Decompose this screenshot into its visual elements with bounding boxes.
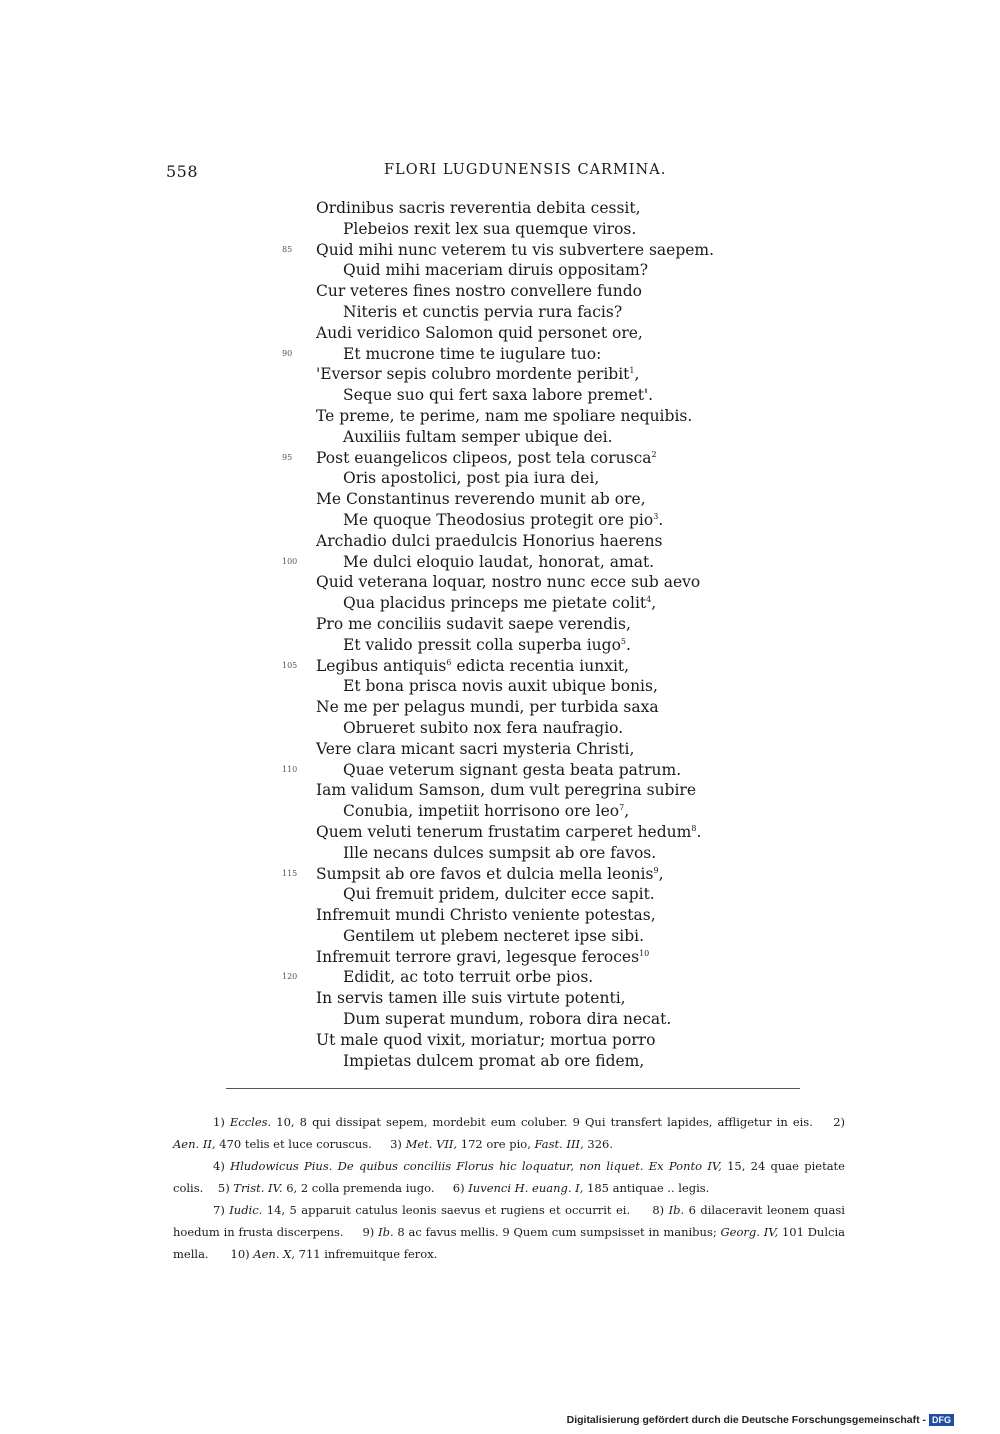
verse-words: 'Eversor sepis colubro mordente peribit (316, 365, 630, 384)
verse-words: Me Constantinus reverendo munit ab ore, (316, 490, 646, 509)
verse-words: Et mucrone time te iugulare tuo: (343, 344, 602, 363)
footnote-text: 185 antiquae .. legis. (583, 1181, 710, 1195)
verse-text (316, 406, 692, 427)
verse-words: Dum superat mundum, robora dira necat. (343, 1010, 672, 1029)
verse-tail: . (626, 635, 631, 654)
footnote-text: 6, 2 colla premenda iugo. 6) (282, 1181, 469, 1195)
verse-line (0, 801, 1000, 822)
verse-text (316, 281, 642, 302)
verse-text (343, 635, 631, 656)
verse-text (316, 489, 646, 510)
verse-words: Ut male quod vixit, moriatur; mortua porro (316, 1030, 656, 1049)
verse-text (343, 302, 622, 323)
citation-reference: Georg. IV, (720, 1225, 779, 1239)
verse-text (343, 385, 653, 406)
verse-text (316, 323, 643, 344)
verse-text (316, 364, 639, 385)
line-number: 105 (282, 660, 298, 670)
verse-words: Iam validum Samson, dum vult peregrina subire (316, 781, 697, 800)
verse-line (0, 822, 1000, 843)
verse-words: Quid mihi nunc veterem tu vis subvertere saepem. (316, 240, 715, 259)
footnote-text: 14, 5 apparuit catulus leonis saevus et rugiens et occurrit ei. 8) (262, 1203, 669, 1217)
verse-line (0, 468, 1000, 489)
verse-text (316, 572, 700, 593)
verse-words: Quid veterana loquar, nostro nunc ecce sub aevo (316, 573, 701, 592)
verse-line (0, 1030, 1000, 1051)
verse-line (0, 718, 1000, 739)
verse-text (316, 780, 696, 801)
verse-text (343, 843, 656, 864)
verse-text (343, 260, 648, 281)
footnote-marker: 2 (651, 449, 657, 459)
footnote-divider (226, 1088, 800, 1089)
verse-text (343, 468, 599, 489)
verse-words: Quae veterum signant gesta beata patrum. (343, 760, 682, 779)
digitization-credit (567, 1414, 954, 1426)
citation-reference: Trist. IV. (233, 1181, 283, 1195)
verse-line (0, 427, 1000, 448)
footnote-marker: 1 (629, 366, 635, 376)
citation-reference: Hludowicus Pius. De quibus conciliis Florus hic loquatur, non liquet. Ex Ponto IV, (230, 1159, 722, 1173)
verse-words: Niteris et cunctis pervia rura facis? (343, 302, 623, 321)
footnote-marker: 6 (446, 657, 452, 667)
verse-text (343, 967, 593, 988)
verse-words: Infremuit mundi Christo veniente potestas, (316, 906, 656, 925)
verse-words: Seque suo qui fert saxa labore premet'. (343, 386, 654, 405)
verse-words: Oris apostolici, post pia iura dei, (343, 469, 600, 488)
verse-text (316, 531, 663, 552)
line-number: 100 (282, 556, 298, 566)
footnote-marker: 5 (620, 636, 627, 646)
verse-line (0, 926, 1000, 947)
verse-line (0, 884, 1000, 905)
verse-words: Me quoque Theodosius protegit ore pio (343, 510, 654, 529)
verse-text (316, 656, 629, 677)
verse-line (0, 947, 1000, 968)
line-number: 120 (282, 972, 298, 982)
verse-line (0, 572, 1000, 593)
verse-words: Infremuit terrore gravi, legesque feroces (316, 947, 640, 966)
verse-line (0, 635, 1000, 656)
verse-line (0, 240, 1000, 261)
footnote-text: 470 telis et luce coruscus. 3) (215, 1137, 406, 1151)
verse-text (343, 344, 601, 365)
verse-words: Qua placidus princeps me pietate colit (343, 594, 647, 613)
verse-tail: , (634, 365, 640, 384)
citation-reference: Ib. (668, 1203, 685, 1217)
verse-text (343, 552, 654, 573)
line-number: 90 (282, 348, 293, 358)
footnote-paragraph (173, 1199, 845, 1265)
verse-words: In servis tamen ille suis virtute potenti, (316, 989, 626, 1008)
line-number: 95 (282, 452, 293, 462)
verse-text (343, 1009, 671, 1030)
credit-text: Digitalisierung gefördert durch die Deutsche Forschungsgemeinschaft - (566, 1414, 926, 1426)
footnote-marker: 7 (619, 802, 625, 812)
footnote-marker: 10 (639, 948, 650, 958)
verse-words: Auxiliis fultam semper ubique dei. (343, 427, 613, 446)
verse-line (0, 1051, 1000, 1072)
citation-reference: Aen. X, (253, 1247, 295, 1261)
verse-tail: . (658, 510, 664, 529)
verse-line (0, 406, 1000, 427)
line-number: 85 (282, 244, 293, 254)
dfg-logo: DFG (929, 1414, 954, 1426)
verse-text (343, 884, 655, 905)
verse-line (0, 697, 1000, 718)
verse-words: Pro me conciliis sudavit saepe verendis, (316, 614, 631, 633)
verse-line (0, 531, 1000, 552)
citation-reference: Met. VII, (405, 1137, 458, 1151)
verse-line (0, 489, 1000, 510)
verse-words: Ordinibus sacris reverentia debita cessit, (316, 199, 641, 217)
footnote-text: 15, 24 quae pietate colis. 5) (173, 1159, 845, 1195)
citation-reference: Ib. (378, 1225, 394, 1239)
verse-text (343, 760, 681, 781)
verse-words: Quid mihi maceriam diruis oppositam? (343, 261, 649, 280)
verse-text (343, 427, 613, 448)
verse-line (0, 1009, 1000, 1030)
verse-text (343, 510, 663, 531)
verse-text (316, 739, 634, 760)
footnote-marker: 8 (691, 823, 697, 833)
verse-words: Qui fremuit pridem, dulciter ecce sapit. (343, 885, 655, 904)
verse-text (316, 448, 657, 469)
verse-text (343, 676, 658, 697)
verse-line (0, 219, 1000, 240)
verse-words: Audi veridico Salomon quid personet ore, (316, 323, 643, 342)
verse-text (316, 198, 641, 219)
verse-words: Ille necans dulces sumpsit ab ore favos. (343, 843, 657, 862)
verse-line (0, 510, 1000, 531)
verse-text (316, 614, 631, 635)
verse-text (316, 988, 626, 1009)
verse-text (316, 1030, 655, 1051)
verse-line (0, 281, 1000, 302)
verse-line (0, 344, 1000, 365)
verse-line (0, 448, 1000, 469)
verse-words: Legibus antiquis (316, 656, 447, 675)
verse-line (0, 967, 1000, 988)
verse-text (343, 593, 656, 614)
verse-words: Plebeios rexit lex sua quemque viros. (343, 219, 637, 238)
footnote-text: 172 ore pio, (457, 1137, 535, 1151)
verse-text (343, 1051, 644, 1072)
footnote-marker: 4 (646, 594, 652, 604)
verse-words: Obrueret subito nox fera naufragio. (343, 718, 624, 737)
footnotes (173, 1111, 845, 1265)
footnote-text: 6 dilaceravit leonem quasi hoedum in frusta discerpens. 9) (173, 1203, 845, 1239)
verse-words: Gentilem ut plebem necteret ipse sibi. (343, 926, 645, 945)
poem (0, 198, 1000, 1071)
verse-line (0, 614, 1000, 635)
line-number: 110 (282, 764, 298, 774)
verse-tail: edicta recentia iunxit, (451, 656, 630, 675)
footnote-paragraph (173, 1111, 845, 1155)
verse-line (0, 864, 1000, 885)
verse-text (343, 718, 623, 739)
verse-line (0, 198, 1000, 219)
verse-words: Conubia, impetiit horrisono ore leo (343, 802, 620, 821)
line-number: 115 (282, 868, 298, 878)
verse-line (0, 552, 1000, 573)
verse-line (0, 260, 1000, 281)
verse-text (316, 240, 714, 261)
footnote-text: 711 infremuitque ferox. (294, 1247, 438, 1261)
verse-words: Cur veteres fines nostro convellere fundo (316, 282, 642, 301)
citation-reference: Iudic. (229, 1203, 263, 1217)
verse-line (0, 302, 1000, 323)
verse-line (0, 593, 1000, 614)
verse-words: Impietas dulcem promat ab ore fidem, (343, 1051, 645, 1070)
citation-reference: Eccles. (229, 1115, 272, 1129)
verse-words: Quem veluti tenerum frustatim carperet hedum (316, 822, 692, 841)
verse-line (0, 739, 1000, 760)
verse-text (343, 801, 629, 822)
running-title: FLORI LUGDUNENSIS CARMINA. (384, 162, 667, 178)
verse-line (0, 843, 1000, 864)
verse-words: Ne me per pelagus mundi, per turbida saxa (316, 698, 659, 717)
verse-words: Te preme, te perime, nam me spoliare nequibis. (316, 406, 693, 425)
page-number: 558 (166, 162, 199, 181)
footnote-text: 4) (213, 1159, 231, 1173)
verse-line (0, 364, 1000, 385)
footnote-text: 10, 8 qui dissipat sepem, mordebit eum coluber. 9 Qui transfert lapides, affligetur in eis. 2) (271, 1115, 845, 1129)
citation-reference: Iuvenci H. euang. I, (468, 1181, 584, 1195)
verse-words: Et valido pressit colla superba iugo (343, 635, 621, 654)
footnote-marker: 3 (653, 511, 659, 521)
footnote-paragraph (173, 1155, 845, 1199)
verse-line (0, 760, 1000, 781)
verse-text (343, 219, 636, 240)
verse-text (316, 822, 701, 843)
footnote-text: 8 ac favus mellis. 9 Quem cum sumpsisset in manibus; (393, 1225, 721, 1239)
verse-line (0, 780, 1000, 801)
verse-tail: . (696, 822, 702, 841)
verse-text (316, 864, 664, 885)
verse-words: Archadio dulci praedulcis Honorius haerens (316, 531, 663, 550)
verse-words: Sumpsit ab ore favos et dulcia mella leonis (316, 864, 654, 883)
verse-words: Me dulci eloquio laudat, honorat, amat. (343, 552, 655, 571)
footnote-text: 7) (213, 1203, 230, 1217)
verse-text (343, 926, 644, 947)
verse-words: Edidit, ac toto terruit orbe pios. (343, 968, 594, 987)
footnote-text: 1) (213, 1115, 230, 1129)
verse-tail: , (658, 864, 664, 883)
verse-line (0, 676, 1000, 697)
verse-line (0, 656, 1000, 677)
verse-words: Et bona prisca novis auxit ubique bonis, (343, 677, 658, 696)
citation-reference: Fast. III, (534, 1137, 584, 1151)
verse-line (0, 905, 1000, 926)
footnote-text: 326. (583, 1137, 613, 1151)
citation-reference: Aen. II, (173, 1137, 216, 1151)
verse-text (316, 947, 649, 968)
verse-words: Vere clara micant sacri mysteria Christi, (316, 739, 635, 758)
verse-tail: , (651, 594, 657, 613)
verse-text (316, 905, 656, 926)
footnote-marker: 9 (653, 865, 659, 875)
verse-line (0, 323, 1000, 344)
verse-words: Post euangelicos clipeos, post tela corusca (316, 448, 652, 467)
verse-tail: , (624, 802, 630, 821)
footnote-text: 101 Dulcia mella. 10) (173, 1225, 845, 1261)
verse-line (0, 988, 1000, 1009)
verse-line (0, 385, 1000, 406)
verse-text (316, 697, 659, 718)
